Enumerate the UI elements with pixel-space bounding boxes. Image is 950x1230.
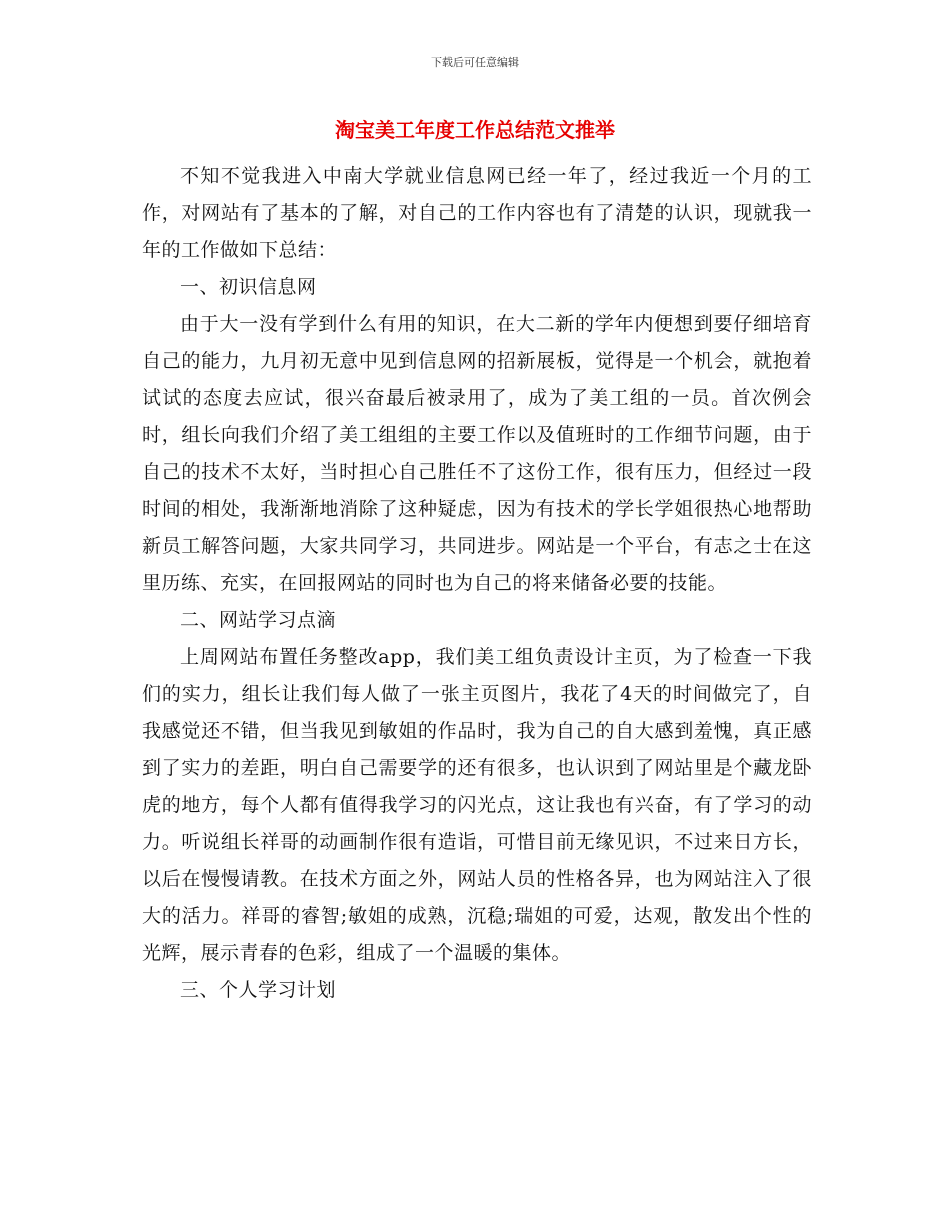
document-body: [142, 158, 812, 1009]
section-heading-2: 二、网站学习点滴: [180, 609, 337, 631]
section-2-paragraph: 上周网站布置任务整改app，我们美工组负责设计主页，为了检查一下我们的实力，组长让我们每人做了一张主页图片，我花了4天的时间做完了，自我感觉还不错，但当我见到敏姐的作品时，我为自己的自大感到羞愧，真正感到了实力的差距，明白自己需要学的还有很多，也认识到了网站里是个藏龙卧虎的地方，每个人都有值得我学习的闪光点，这让我也有兴奋，有了学习的动力。听说组长祥哥的动画制作很有造诣，可惜目前无缘见识，不过来日方长，以后在慢慢请教。在技术方面之外，网站人员的性格各异，也为网站注入了很大的活力。祥哥的睿智;敏姐的成熟，沉稳;瑞姐的可爱，达观，散发出个性的光辉，展示青春的色彩，组成了一个温暖的集体。: [142, 646, 812, 964]
header-note: 下载后可任意编辑: [431, 56, 519, 69]
document-title: 淘宝美工年度工作总结范文推举: [335, 118, 615, 142]
section-1-paragraph: 由于大一没有学到什么有用的知识，在大二新的学年内便想到要仔细培育自己的能力，九月初无意中见到信息网的招新展板，觉得是一个机会，就抱着试试的态度去应试，很兴奋最后被录用了，成为了美工组的一员。首次例会时，组长向我们介绍了美工组组的主要工作以及值班时的工作细节问题，由于自己的技术不太好，当时担心自己胜任不了这份工作，很有压力，但经过一段时间的相处，我渐渐地消除了这种疑虑，因为有技术的学长学姐很热心地帮助新员工解答问题，大家共同学习，共同进步。网站是一个平台，有志之士在这里历练、充实，在回报网站的同时也为自己的将来储备必要的技能。: [142, 313, 812, 594]
section-heading-3: 三、个人学习计划: [180, 979, 337, 1001]
section-heading-1: 一、初识信息网: [180, 276, 317, 298]
intro-paragraph: 不知不觉我进入中南大学就业信息网已经一年了，经过我近一个月的工作，对网站有了基本的了解，对自己的工作内容也有了清楚的认识，现就我一年的工作做如下总结：: [142, 165, 812, 261]
